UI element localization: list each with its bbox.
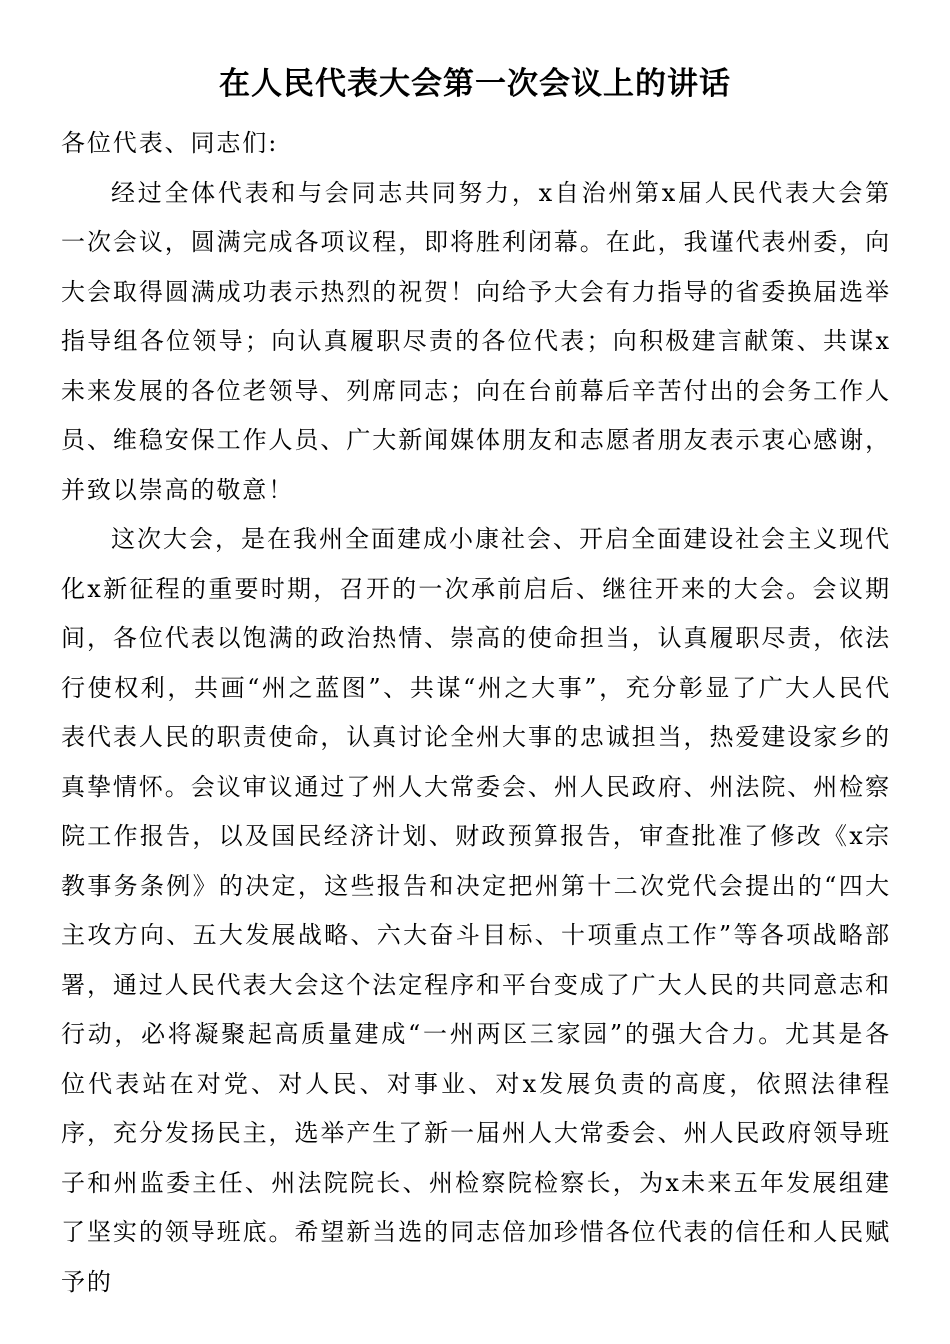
document-body (61, 119, 891, 1307)
salutation: 各位代表、同志们: (61, 129, 279, 157)
paragraph-2: 这次大会，是在我州全面建成小康社会、开启全面建设社会主义现代化x新征程的重要时期，召开的一次承前启后、继往开来的大会。会议期间，各位代表以饱满的政治热情、崇高的使命担当，认真履职尽责，依法行使权利，共画“州之蓝图”、共谋“州之大事”，充分彰显了广大人民代表代表人民的职责使命，认真讨论全州大事的忠诚担当，热爱建设家乡的真挚情怀。会议审议通过了州人大常委会、州人民政府、州法院、州检察院工作报告，以及国民经济计划、财政预算报告，审查批准了修改《x宗教事务条例》的决定，这些报告和决定把州第十二次党代会提出的“四大主攻方向、五大发展战略、六大奋斗目标、十项重点工作”等各项战略部署，通过人民代表大会这个法定程序和平台变成了广大人民的共同意志和行动，必将凝聚起高质量建成“一州两区三家园”的强大合力。尤其是各位代表站在对党、对人民、对事业、对x发展负责的高度，依照法律程序，充分发扬民主，选举产生了新一届州人大常委会、州人民政府领导班子和州监委主任、州法院院长、州检察院检察长，为x未来五年发展组建了坚实的领导班底。希望新当选的同志倍加珍惜各位代表的信任和人民赋予的 (61, 525, 891, 1296)
document-title: 在人民代表大会第一次会议上的讲话 (219, 66, 731, 102)
paragraph-1: 经过全体代表和与会同志共同努力，x自治州第x届人民代表大会第一次会议，圆满完成各项议程，即将胜利闭幕。在此，我谨代表州委，向大会取得圆满成功表示热烈的祝贺！向给予大会有力指导的省委换届选举指导组各位领导；向认真履职尽责的各位代表；向积极建言献策、共谋x未来发展的各位老领导、列席同志；向在台前幕后辛苦付出的会务工作人员、维稳安保工作人员、广大新闻媒体朋友和志愿者朋友表示衷心感谢，并致以崇高的敬意！ (61, 178, 891, 504)
